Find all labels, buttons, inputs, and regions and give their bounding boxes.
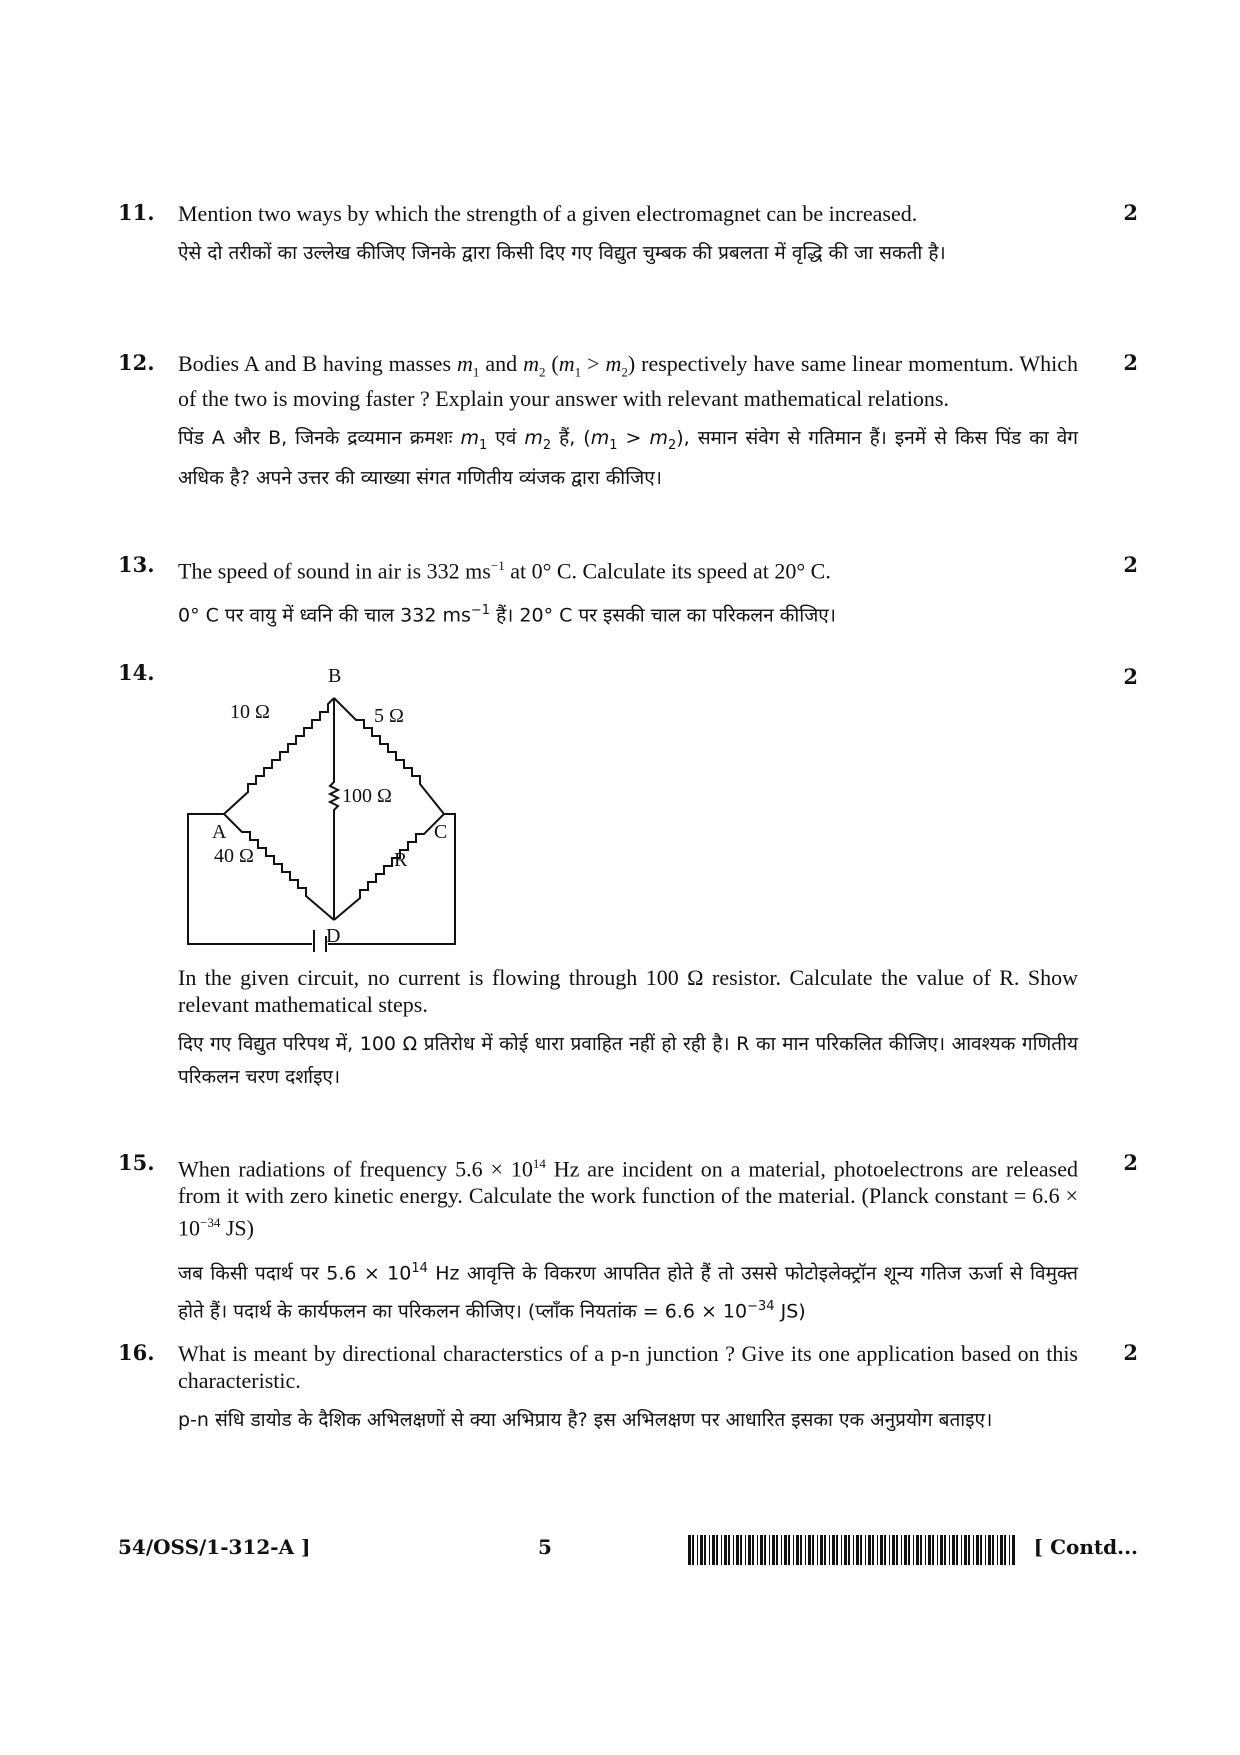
- barcode-bar: [952, 1535, 955, 1565]
- barcode-bar: [940, 1535, 943, 1565]
- resistor-bd: [330, 698, 338, 920]
- question-marks: 2: [1123, 1340, 1138, 1365]
- resistor-label-cd: R: [394, 849, 408, 871]
- barcode-bar: [985, 1535, 986, 1565]
- barcode-bar: [716, 1535, 718, 1565]
- resistor-label-bc: 5 Ω: [374, 705, 404, 727]
- question-marks: 2: [1123, 350, 1138, 375]
- barcode-bar: [865, 1535, 866, 1565]
- resistor-label-ab: 10 Ω: [230, 701, 270, 723]
- question-body: [178, 964, 1078, 1094]
- barcode-bar: [856, 1535, 859, 1565]
- barcode-bar: [793, 1535, 794, 1565]
- question-text-hindi: p-n संधि डायोड के दैशिक अभिलक्षणों से क्या अभिप्राय है? इस अभिलक्षण पर आधारित इसका एक अनुप्रयोग बताइए।: [178, 1409, 993, 1431]
- question-body: [178, 1340, 1078, 1437]
- barcode-bar: [877, 1535, 878, 1565]
- barcode-bar: [697, 1535, 698, 1565]
- barcode-bar: [844, 1535, 847, 1565]
- barcode-bar: [757, 1535, 758, 1565]
- barcode-bar: [872, 1535, 874, 1565]
- question-text-english: When radiations of frequency $5.6 \times 10^{14}$ Hz are incident on a material, photoelectrons are released from it with zero kinetic energy. Calculate the work function of the material. (Planck constant = $6.6 \times 10^{-34}$ JS): [178, 1156, 1079, 1241]
- barcode-bar: [853, 1535, 854, 1565]
- barcode-bar: [769, 1535, 770, 1565]
- resistor-label-bd: 100 Ω: [342, 785, 392, 807]
- barcode-bar: [776, 1535, 778, 1565]
- barcode-bar: [709, 1535, 710, 1565]
- question-14: [118, 660, 1138, 1110]
- barcode-bar: [808, 1535, 811, 1565]
- barcode: [688, 1535, 1018, 1565]
- barcode-bar: [904, 1535, 907, 1565]
- barcode-bar: [913, 1535, 914, 1565]
- barcode-bar: [764, 1535, 766, 1565]
- question-text-hindi: पिंड A और B, जिनके द्रव्यमान क्रमशः $m_1$ एवं $m_2$ हैं, $(m_1 > m_2)$, समान संवेग से गतिमान हैं। इनमें से किस पिंड का वेग अधिक है? अपने उत्तर की व्याख्या संगत गणितीय व्यंजक द्वारा कीजिए।: [178, 427, 1078, 490]
- continued-label: [ Contd...: [1033, 1535, 1138, 1559]
- question-text-hindi: दिए गए विद्युत परिपथ में, 100 Ω प्रतिरोध में कोई धारा प्रवाहित नहीं हो रही है। R का मान परिकलित कीजिए। आवश्यक गणितीय परिकलन चरण दर्शाइए।: [178, 1033, 1078, 1088]
- question-body: [178, 1150, 1078, 1328]
- barcode-bar: [884, 1535, 886, 1565]
- question-text-english: In the given circuit, no current is flowing through 100 Ω resistor. Calculate the value of R. Show relevant mathematical steps.: [178, 965, 1078, 1017]
- barcode-bar: [704, 1535, 706, 1565]
- barcode-bar: [961, 1535, 962, 1565]
- barcode-bar: [868, 1535, 871, 1565]
- barcode-bar: [781, 1535, 782, 1565]
- barcode-bar: [772, 1535, 775, 1565]
- question-text-english: Mention two ways by which the strength of a given electromagnet can be increased.: [178, 201, 918, 226]
- question-body: [178, 200, 1078, 270]
- node-label-c: C: [434, 821, 448, 843]
- barcode-bar: [817, 1535, 818, 1565]
- question-number: 11.: [118, 200, 155, 225]
- barcode-bar: [724, 1535, 727, 1565]
- barcode-bar: [700, 1535, 703, 1565]
- barcode-bar: [944, 1535, 946, 1565]
- barcode-bar: [956, 1535, 958, 1565]
- barcode-bar: [932, 1535, 934, 1565]
- question-text-english: The speed of sound in air is 332 $ms^{-1}$ at 0° C. Calculate its speed at 20° C.: [178, 558, 831, 584]
- question-number: 13.: [118, 552, 155, 577]
- question-body: [178, 350, 1078, 495]
- barcode-bar: [820, 1535, 823, 1565]
- barcode-bar: [880, 1535, 883, 1565]
- question-13: [118, 552, 1138, 632]
- barcode-bar: [988, 1535, 991, 1565]
- barcode-bar: [841, 1535, 842, 1565]
- paper-code: 54/OSS/1-312-A ]: [118, 1535, 311, 1559]
- barcode-bar: [760, 1535, 763, 1565]
- barcode-bar: [976, 1535, 979, 1565]
- question-text-hindi: ऐसे दो तरीकों का उल्लेख कीजिए जिनके द्वारा किसी दिए गए विद्युत चुम्बक की प्रबलता में वृद्धि की जा सकती है।: [178, 242, 946, 264]
- question-16: [118, 1340, 1138, 1460]
- question-marks: 2: [1123, 552, 1138, 577]
- barcode-bar: [800, 1535, 802, 1565]
- barcode-bar: [796, 1535, 799, 1565]
- question-number: 12.: [118, 350, 155, 375]
- barcode-bar: [928, 1535, 931, 1565]
- barcode-bar: [788, 1535, 790, 1565]
- resistor-label-ad: 40 Ω: [214, 845, 254, 867]
- barcode-bar: [721, 1535, 722, 1565]
- question-text-english: What is meant by directional characterstics of a p-n junction ? Give its one application based on this characteristic.: [178, 1341, 1078, 1393]
- barcode-bar: [925, 1535, 926, 1565]
- question-12: [118, 350, 1138, 510]
- page-number: 5: [538, 1535, 552, 1559]
- barcode-bar: [908, 1535, 910, 1565]
- barcode-bar: [745, 1535, 746, 1565]
- resistor-cd: [334, 814, 444, 920]
- barcode-bar: [829, 1535, 830, 1565]
- barcode-bar: [1009, 1535, 1010, 1565]
- barcode-bar: [949, 1535, 950, 1565]
- barcode-bar: [997, 1535, 998, 1565]
- resistor-ad: [224, 814, 334, 920]
- barcode-bar: [1004, 1535, 1006, 1565]
- barcode-bar: [916, 1535, 919, 1565]
- page-footer: [118, 1535, 1138, 1565]
- barcode-bar: [920, 1535, 922, 1565]
- barcode-bar: [836, 1535, 838, 1565]
- question-marks: 2: [1123, 200, 1138, 225]
- barcode-bar: [992, 1535, 994, 1565]
- barcode-bar: [860, 1535, 862, 1565]
- barcode-bar: [937, 1535, 938, 1565]
- barcode-bar: [712, 1535, 715, 1565]
- barcode-bar: [752, 1535, 754, 1565]
- question-number: 15.: [118, 1150, 155, 1175]
- question-text-hindi: जब किसी पदार्थ पर $5.6 \times 10^{14}$ Hz आवृत्ति के विकरण आपतित होते हैं तो उससे फोटोइलेक्ट्रॉन शून्य गतिज ऊर्जा से विमुक्त होते हैं। पदार्थ के कार्यफलन का परिकलन कीजिए। (प्लाँक नियतांक = $6.6 \times 10^{-34}$ JS): [178, 1260, 1078, 1323]
- barcode-bar: [901, 1535, 902, 1565]
- barcode-bar: [824, 1535, 826, 1565]
- barcode-bar: [1012, 1535, 1015, 1565]
- barcode-bar: [980, 1535, 982, 1565]
- barcode-bar: [692, 1535, 694, 1565]
- barcode-bar: [964, 1535, 967, 1565]
- node-label-d: D: [326, 925, 341, 947]
- barcode-bar: [1000, 1535, 1003, 1565]
- barcode-bar: [968, 1535, 970, 1565]
- node-label-b: B: [328, 665, 342, 687]
- question-marks: 2: [1123, 664, 1138, 689]
- barcode-bar: [973, 1535, 974, 1565]
- barcode-bar: [784, 1535, 787, 1565]
- question-text-english: Bodies A and B having masses $m_1$ and $m_2$ $(m_1 > m_2)$ respectively have same linear momentum. Which of the two is moving faster ? Explain your answer with relevant mathematical relations.: [178, 351, 1078, 412]
- question-text-hindi: 0° C पर वायु में ध्वनि की चाल 332 $ms^{-1}$ हैं। 20° C पर इसकी चाल का परिकलन कीजिए।: [178, 603, 837, 627]
- question-number: 14.: [118, 660, 155, 685]
- question-number: 16.: [118, 1340, 155, 1365]
- barcode-bar: [728, 1535, 730, 1565]
- question-15: [118, 1150, 1138, 1323]
- barcode-bar: [892, 1535, 895, 1565]
- barcode-bar: [733, 1535, 734, 1565]
- node-label-a: A: [212, 821, 227, 843]
- barcode-bar: [748, 1535, 751, 1565]
- barcode-bar: [736, 1535, 739, 1565]
- question-11: [118, 200, 1138, 310]
- barcode-bar: [688, 1535, 691, 1565]
- barcode-bar: [805, 1535, 806, 1565]
- question-marks: 2: [1123, 1150, 1138, 1175]
- question-body: [178, 552, 1078, 633]
- barcode-bar: [848, 1535, 850, 1565]
- wheatstone-bridge-diagram: [178, 662, 598, 952]
- barcode-bar: [896, 1535, 898, 1565]
- barcode-bar: [740, 1535, 742, 1565]
- barcode-bar: [812, 1535, 814, 1565]
- barcode-bar: [889, 1535, 890, 1565]
- barcode-bar: [832, 1535, 835, 1565]
